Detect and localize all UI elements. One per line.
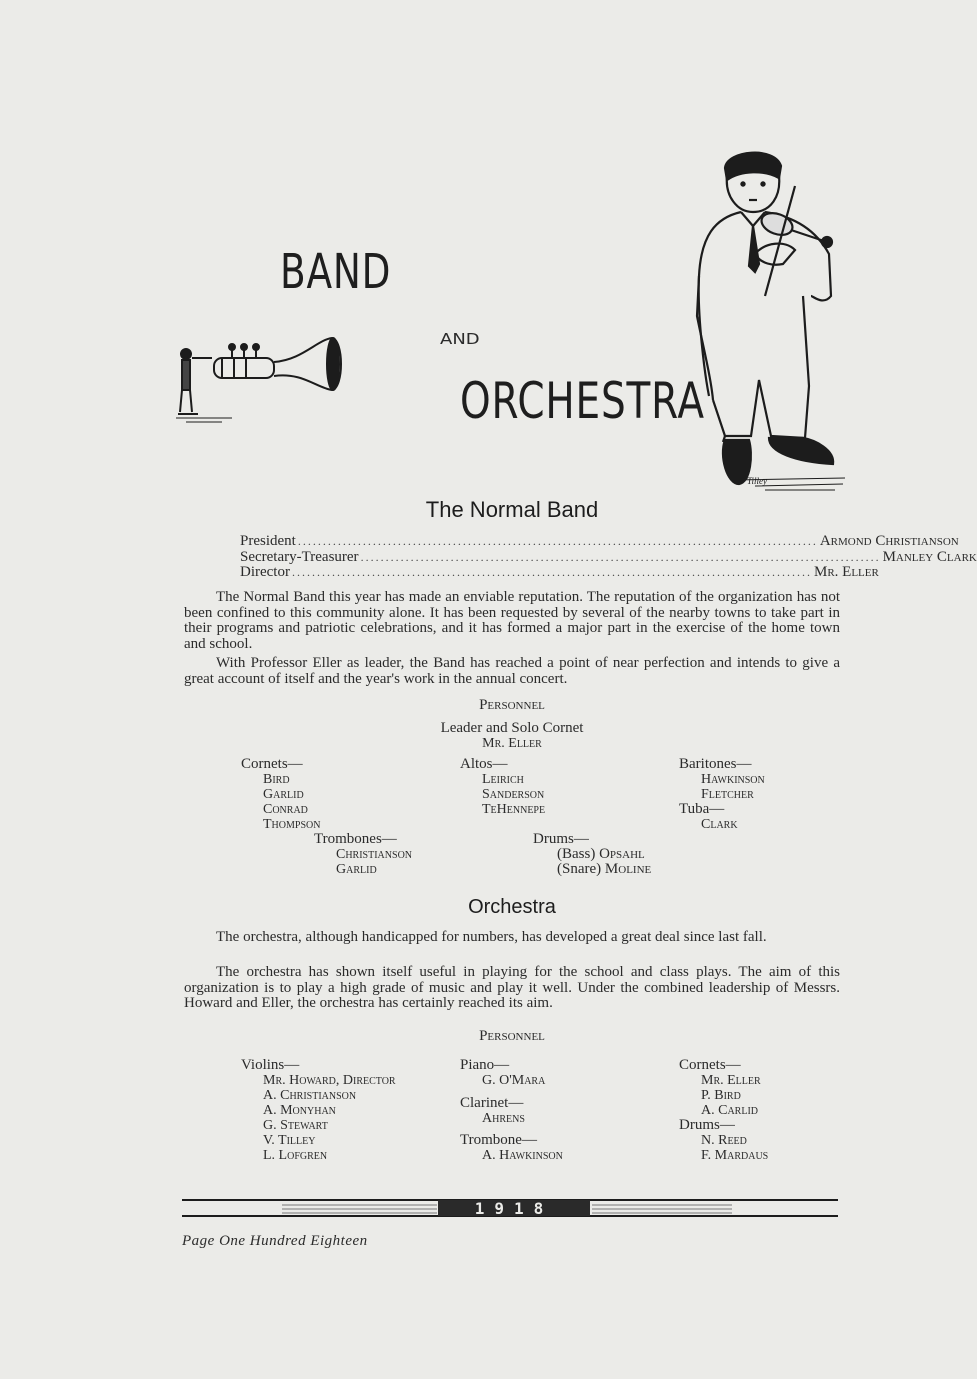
and-title: AND — [440, 330, 480, 348]
band-paragraph: With Professor Eller as leader, the Band has reached a point of near perfection and intends to give a great account of itself and the year's work in the annual concert. — [184, 655, 840, 687]
officer-row: Secretary-Treasurer ........................................................................................................ Manley Clark — [240, 548, 977, 565]
year-banner — [182, 1196, 838, 1222]
band-paragraph: The Normal Band this year has made an enviable reputation. The reputation of the organization has not been confined to this community alone. It has been requested by several of the nearby towns to take part in their programs and patriotic celebrations, and it has formed a major part in the exercise of the home town and school. — [184, 589, 840, 652]
orchestra-paragraph: The orchestra, although handicapped for numbers, has developed a great deal since last fall. — [216, 929, 767, 945]
page-number: Page One Hundred Eighteen — [182, 1233, 368, 1249]
band-cornets: Cornets— Bird Garlid Conrad Thompson — [241, 756, 321, 832]
band-altos: Altos— Leirich Sanderson TeHennepe — [460, 756, 546, 817]
trumpet-player-illustration — [172, 332, 347, 424]
orchestra-violins: Violins— Mr. Howard, Director A. Christianson A. Monyhan G. Stewart V. Tilley L. Lofgren — [241, 1057, 396, 1163]
band-leader-label: Leader and Solo Cornet — [440, 720, 584, 736]
band-title: BAND — [280, 244, 392, 300]
band-heading: The Normal Band — [425, 497, 599, 522]
officer-row: President ........................................................................................................ Armond Christianson — [240, 533, 959, 549]
illustrator-signature: Tilley — [747, 476, 767, 486]
orchestra-title: ORCHESTRA — [460, 372, 705, 430]
band-officers — [240, 533, 977, 581]
orchestra-personnel-label: Personnel — [479, 1028, 545, 1044]
officer-row: Director ........................................................................................................ Mr. Eller — [240, 564, 879, 580]
orchestra-middle-column: Piano— G. O'Mara Clarinet— Ahrens Trombone— A. Hawkinson — [460, 1057, 563, 1163]
orchestra-heading: Orchestra — [468, 896, 556, 918]
violinist-illustration — [695, 146, 850, 492]
band-baritones: Baritones— Hawkinson Fletcher Tuba— Clark — [679, 756, 765, 832]
orchestra-paragraph: The orchestra has shown itself useful in playing for the school and class plays. The aim of this organization is to play a high grade of music and play it well. Under the combined leadership of Messrs. Howard and Eller, the orchestra has certainly reached its aim. — [184, 964, 840, 1011]
band-personnel-label: Personnel — [479, 697, 545, 713]
band-drums: Drums— (Bass) Opsahl (Snare) Moline — [533, 831, 652, 877]
year-label: 1918 — [474, 1199, 554, 1218]
orchestra-right-column: Cornets— Mr. Eller P. Bird A. Carlid Drums— N. Reed F. Mardaus — [679, 1057, 769, 1163]
band-leader-name: Mr. Eller — [482, 736, 542, 751]
band-trombones: Trombones— Christianson Garlid — [314, 831, 413, 877]
